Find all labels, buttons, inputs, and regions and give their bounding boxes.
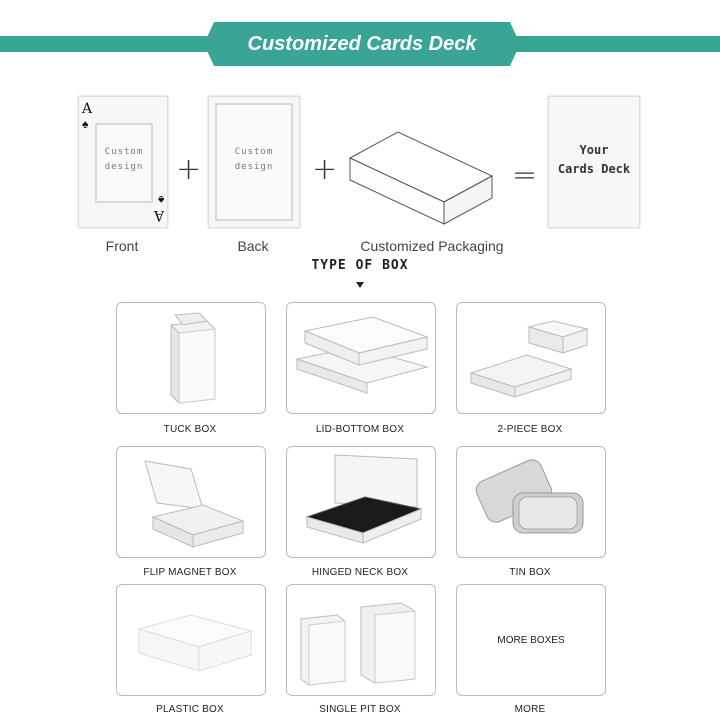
front-design-line1: Custom [104, 147, 144, 157]
page-title: Customized Cards Deck [247, 33, 477, 55]
packaging-box-illustration [346, 128, 496, 228]
back-caption: Back [237, 238, 269, 254]
packaging-caption: Customized Packaging [360, 238, 504, 254]
box-label: 2-PIECE BOX [497, 424, 563, 435]
lid-bottom-box-image [287, 303, 435, 413]
box-label: MORE [514, 704, 546, 715]
hinged-neck-box-image [287, 447, 435, 557]
box-label: LID-BOTTOM BOX [315, 424, 405, 435]
result-card [548, 96, 640, 228]
plus-sign: + [176, 152, 202, 187]
front-design-line2: design [104, 162, 144, 172]
single-pit-box-image [287, 585, 435, 695]
box-label: FLIP MAGNET BOX [143, 567, 237, 578]
box-tile-more[interactable] [456, 584, 606, 696]
box-tile-flip-magnet[interactable] [116, 446, 266, 558]
back-card [208, 96, 300, 228]
box-tile-plastic[interactable] [116, 584, 266, 696]
equals-sign: = [512, 158, 538, 193]
result-line1: Your [579, 143, 609, 157]
box-tile-single-pit[interactable] [286, 584, 436, 696]
more-boxes-text: MORE BOXES [497, 634, 565, 646]
tuck-box-image [117, 303, 265, 413]
box-label: TIN BOX [509, 567, 551, 578]
box-tile-hinged-neck[interactable] [286, 446, 436, 558]
box-tile-2-piece[interactable] [456, 302, 606, 414]
caret-down-icon [356, 282, 364, 288]
box-tile-tuck[interactable] [116, 302, 266, 414]
box-label: SINGLE PIT BOX [319, 704, 401, 715]
card-rank-bottom: A [153, 207, 164, 223]
front-caption: Front [105, 238, 139, 254]
two-piece-box-image [457, 303, 605, 413]
flip-magnet-box-image [117, 447, 265, 557]
card-rank-top: A [82, 101, 93, 117]
spade-icon: ♠ [157, 193, 164, 207]
back-design-area [215, 103, 293, 221]
back-design-line1: Custom [234, 147, 274, 157]
box-tile-lid-bottom[interactable] [286, 302, 436, 414]
box-label: PLASTIC BOX [156, 704, 224, 715]
front-card [78, 96, 168, 228]
section-title: TYPE OF BOX [311, 258, 409, 273]
box-label: TUCK BOX [163, 424, 217, 435]
box-label: HINGED NECK BOX [311, 567, 409, 578]
back-design-line2: design [234, 162, 274, 172]
spade-icon: ♠ [82, 117, 89, 131]
front-design-area [95, 123, 153, 203]
plus-sign: + [312, 152, 338, 187]
plastic-box-image [117, 585, 265, 695]
box-tile-tin[interactable] [456, 446, 606, 558]
tin-box-image [457, 447, 605, 557]
result-line2: Cards Deck [557, 162, 631, 176]
